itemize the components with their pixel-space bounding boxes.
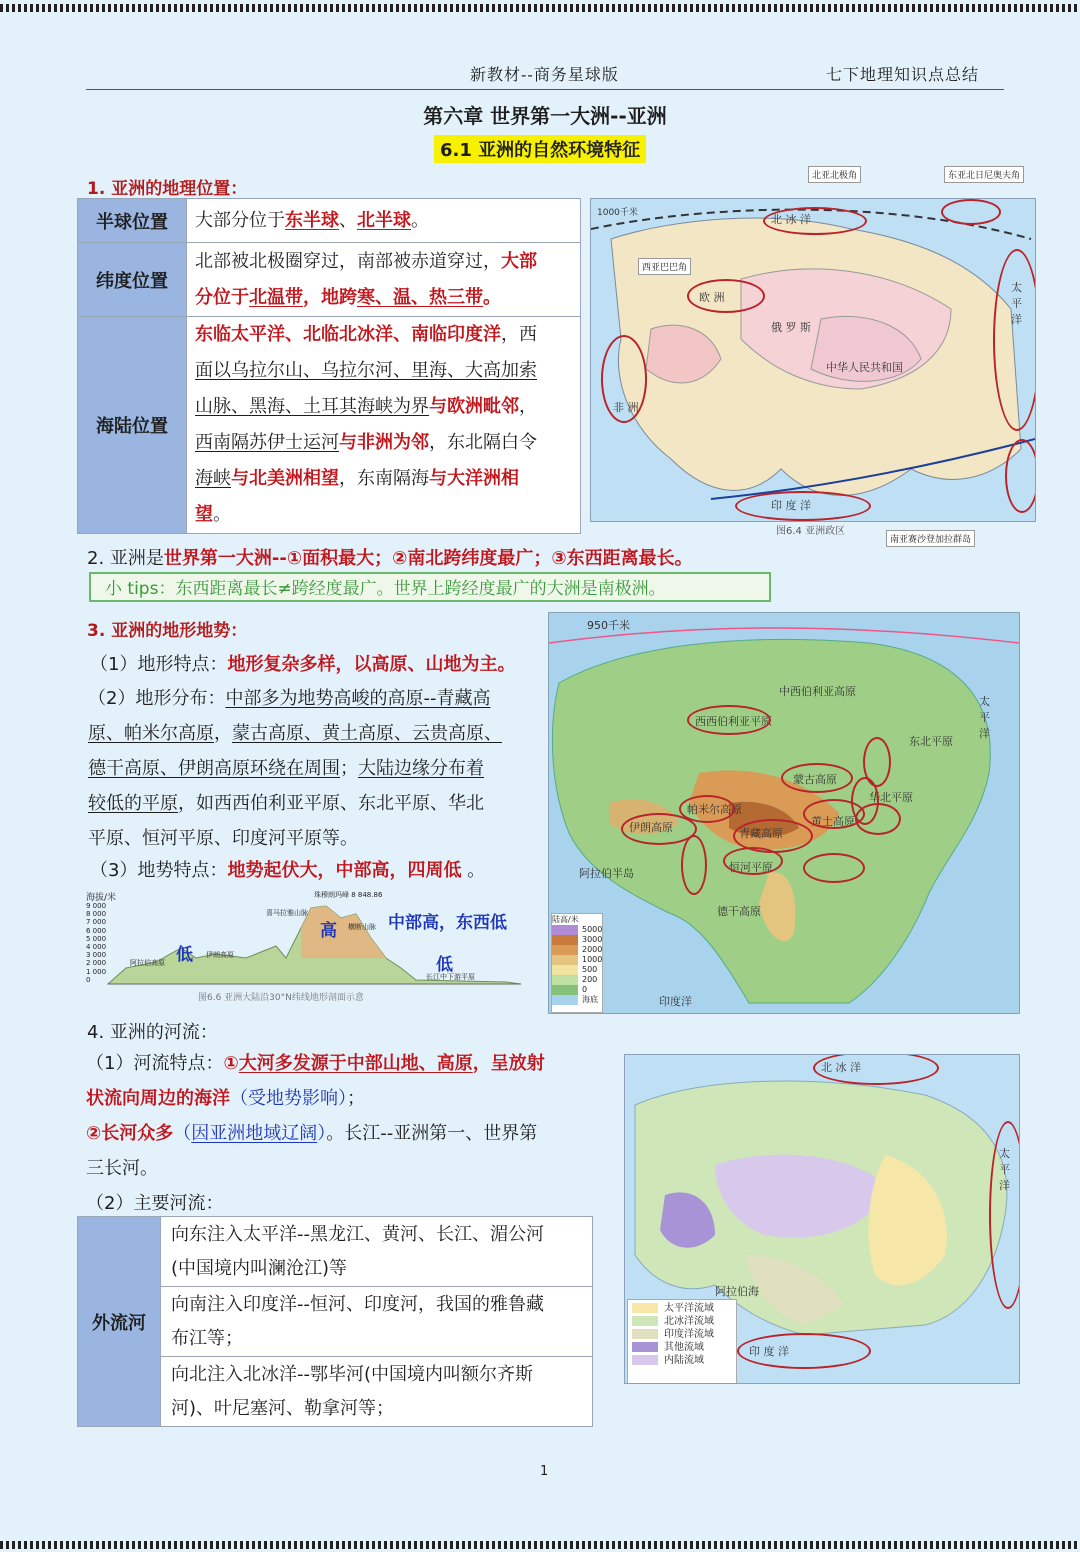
text-line: 德干高原、伊朗高原环绕在周围；大陆边缘分布着 <box>88 758 484 779</box>
text-line: （2）主要河流： <box>86 1193 224 1214</box>
tips-box: 小 tips：东西距离最长≠跨经度最广。世界上跨经度最广的大洲是南极洲。 <box>89 572 771 602</box>
row-label: 半球位置 <box>78 199 187 243</box>
highlight-ring <box>941 199 1001 225</box>
highlight-ring <box>763 207 867 235</box>
text-line: 海峡与北美洲相望，东南隔海与大洋洲相 <box>195 468 519 489</box>
text-line: （1）河流特点：①大河多发源于中部山地、高原，呈放射 <box>86 1053 545 1074</box>
text-line: 分位于北温带，地跨寒、温、热三带。 <box>195 286 501 308</box>
table-row <box>78 317 581 534</box>
text-line: 面以乌拉尔山、乌拉尔河、里海、大高加索 <box>195 360 537 381</box>
s4-title: 4. 亚洲的河流： <box>87 1022 218 1043</box>
legend-items <box>552 925 602 1005</box>
text-line: 望。 <box>195 504 231 525</box>
chapter-title: 第六章 世界第一大洲--亚洲 <box>423 104 667 128</box>
map-label: 蒙古高原 <box>793 773 837 786</box>
table-row <box>78 199 581 243</box>
map-label: 中西伯利亚高原 <box>779 685 856 698</box>
legend-item: 其他流域 <box>628 1341 736 1354</box>
map-label: 非 洲 <box>613 401 639 414</box>
map-label: 德干高原 <box>717 905 761 918</box>
legend-item: 太平洋流域 <box>628 1302 736 1315</box>
text-line: 北部被北极圈穿过，南部被赤道穿过，大部 <box>195 250 537 272</box>
profile-label: 喜马拉雅山脉 <box>266 909 308 917</box>
tick-label: 3 000 <box>86 951 107 960</box>
legend-item: 内陆流域 <box>628 1354 736 1367</box>
legend-item: 0 <box>552 985 602 995</box>
s3-p3: （3）地势特点：地势起伏大，中部高，四周低 。 <box>90 860 486 881</box>
map-label: 中华人民共和国 <box>826 361 903 374</box>
legend-item: 5000 <box>552 925 602 935</box>
tick-label: 0 <box>86 975 91 984</box>
tick-label: 2 000 <box>86 959 107 968</box>
highlight-ring <box>601 335 647 423</box>
section-title: 6.1 亚洲的自然环境特征 <box>434 135 646 163</box>
legend-item: 海底 <box>552 995 602 1005</box>
legend-item: 北冰洋流域 <box>628 1315 736 1328</box>
profile-label: 横断山脉 <box>348 923 376 931</box>
tick-label: 9 000 <box>86 902 107 910</box>
elevation-legend <box>551 913 603 1013</box>
map1-caption: 图6.4 亚洲政区 <box>776 526 846 537</box>
physical-map <box>548 612 1020 1014</box>
map-label: 太平洋 <box>979 695 990 740</box>
highlight-ring <box>723 847 783 875</box>
highlight-ring <box>989 1121 1020 1309</box>
profile-diagram <box>86 888 526 1006</box>
physical-map-svg <box>549 613 1019 1013</box>
highlight-ring <box>735 491 871 521</box>
text-line: 山脉、黑海、土耳其海峡为界与欧洲毗邻， <box>195 396 537 417</box>
text-line: 河)、叶尼塞河、勒拿河等； <box>171 1397 395 1419</box>
s3-p2 <box>88 681 502 856</box>
s3-p1: （1）地形特点：地形复杂多样，以高原、山地为主。 <box>90 654 516 675</box>
map-scale: 950千米 <box>587 619 630 632</box>
text-line: 西南隔苏伊士运河与非洲为邻，东北隔白令 <box>195 432 537 453</box>
row-content <box>187 317 581 534</box>
profile-label: 伊朗高原 <box>206 951 234 959</box>
text-line: (中国境内叫澜沧江)等 <box>171 1257 348 1279</box>
s2-text: 2. 亚洲是世界第一大洲--①面积最大；②南北跨纬度最广；③东西距离最长。 <box>87 548 693 569</box>
river-basin-map <box>624 1054 1020 1384</box>
row-content <box>187 243 581 317</box>
row-label: 纬度位置 <box>78 243 187 317</box>
legend-item: 500 <box>552 965 602 975</box>
location-table <box>77 198 581 534</box>
tick-label: 4 000 <box>86 943 107 952</box>
text-line: 平原、恒河平原、印度河平原等。 <box>88 828 358 849</box>
map-label: 青藏高原 <box>739 827 783 840</box>
tick-label: 7 000 <box>86 918 107 927</box>
map-label: 印 度 洋 <box>771 499 811 512</box>
highlight-ring <box>679 795 735 823</box>
tick-label: 5 000 <box>86 934 107 943</box>
s3-title: 3. 亚洲的地形地势： <box>87 621 248 641</box>
highlight-ring <box>687 705 771 735</box>
page-number: 1 <box>540 1464 549 1479</box>
map-tag: 西亚巴巴角 <box>638 258 691 275</box>
profile-label: 长江中下游平原 <box>426 973 475 981</box>
tick-label: 8 000 <box>86 910 107 919</box>
profile-low-right: 低 <box>436 955 453 975</box>
row-content <box>161 1357 593 1427</box>
highlight-ring <box>681 835 707 895</box>
bottom-border-dots <box>0 1541 1080 1549</box>
text-line: 大部分位于东半球、北半球。 <box>195 209 429 231</box>
highlight-ring <box>737 1333 871 1369</box>
map-label: 华北平原 <box>869 791 913 804</box>
highlight-ring <box>1005 439 1036 513</box>
map-label: 西西伯利亚平原 <box>695 715 772 728</box>
map-label: 北 冰 洋 <box>771 213 811 226</box>
political-map-svg <box>591 199 1035 521</box>
text-line: 向东注入太平洋--黑龙江、黄河、长江、湄公河 <box>171 1223 544 1245</box>
table-row <box>78 1217 593 1287</box>
basin-legend <box>627 1299 737 1384</box>
rivers-table <box>77 1216 593 1427</box>
profile-caption: 图6.6 亚洲大陆沿30°N纬线地形剖面示意 <box>198 993 364 1003</box>
map-tag: 北亚北极角 <box>808 166 861 183</box>
table-row <box>78 243 581 317</box>
map-label: 东北平原 <box>909 735 953 748</box>
map-label: 阿拉伯半岛 <box>579 867 634 880</box>
profile-note: 中部高，东西低 <box>388 913 507 933</box>
text-line: 向南注入印度洋--恒河、印度河，我国的雅鲁藏 <box>171 1293 544 1315</box>
map-label: 俄 罗 斯 <box>771 321 811 334</box>
highlight-ring <box>687 279 765 313</box>
political-map <box>590 198 1036 522</box>
row-content <box>161 1217 593 1287</box>
map-scale: 1000千米 <box>597 208 638 218</box>
map-tag: 东亚北日尼奥夫角 <box>944 166 1024 183</box>
text-line: 向北注入北冰洋--鄂毕河(中国境内叫额尔齐斯 <box>171 1363 534 1385</box>
text-line: 三长河。 <box>86 1158 158 1179</box>
profile-ylabel: 海拔/米 <box>86 893 117 903</box>
highlight-ring <box>863 737 891 787</box>
tick-label: 6 000 <box>86 926 107 935</box>
map-label: 太 平 洋 <box>999 1147 1010 1192</box>
map-label: 阿拉伯海 <box>715 1285 759 1298</box>
row-content <box>161 1287 593 1357</box>
legend-item: 200 <box>552 975 602 985</box>
map-label: 恒河平原 <box>729 861 773 874</box>
legend-item: 印度洋流域 <box>628 1328 736 1341</box>
text-line: 较低的平原，如西西伯利亚平原、东北平原、华北 <box>88 793 484 814</box>
s4-paragraph <box>86 1046 545 1221</box>
text-line: （2）地形分布：中部多为地势高峻的高原--青藏高 <box>88 688 491 709</box>
map-label: 北 冰 洋 <box>821 1061 861 1074</box>
legend-items <box>628 1302 736 1367</box>
profile-low-left: 低 <box>176 945 193 965</box>
text-line: 布江等； <box>171 1327 243 1349</box>
highlight-ring <box>993 249 1036 431</box>
map-label: 印 度 洋 <box>749 1345 789 1358</box>
legend-title: 陆高/米 <box>552 915 579 924</box>
map-label: 印度洋 <box>659 995 692 1008</box>
header-right: 七下地理知识点总结 <box>826 65 980 84</box>
text-line: 东临太平洋、北临北冰洋、南临印度洋，西 <box>195 324 537 345</box>
row-label: 外流河 <box>78 1217 161 1427</box>
highlight-ring <box>781 763 853 793</box>
tick-label: 1 000 <box>86 967 107 976</box>
row-content <box>187 199 581 243</box>
map-label: 欧 洲 <box>699 291 725 304</box>
header-left: 新教材--商务星球版 <box>470 65 619 84</box>
text-line: 原、帕米尔高原，蒙古高原、黄土高原、云贵高原、 <box>88 723 502 744</box>
profile-high: 高 <box>320 921 337 941</box>
row-label: 海陆位置 <box>78 317 187 534</box>
map-label: 太 平 洋 <box>1011 281 1022 326</box>
map-label: 伊朗高原 <box>629 821 673 834</box>
highlight-ring <box>803 853 865 883</box>
map-label: 黄土高原 <box>811 815 855 828</box>
legend-item: 2000 <box>552 945 602 955</box>
text-line: ②长河众多（因亚洲地域辽阔）。长江--亚洲第一、世界第 <box>86 1123 538 1144</box>
legend-item: 3000 <box>552 935 602 945</box>
profile-label: 阿拉伯高原 <box>130 959 165 967</box>
legend-item: 1000 <box>552 955 602 965</box>
header-rule <box>86 89 1004 90</box>
profile-peak: 珠穆朗玛峰 8 848.86 <box>314 891 383 899</box>
top-border-dots <box>0 4 1080 12</box>
map-tag: 南亚赛沙登加拉群岛 <box>886 530 975 547</box>
map-label: 帕米尔高原 <box>687 803 742 816</box>
s1-title: 1. 亚洲的地理位置： <box>87 179 248 199</box>
text-line: 状流向周边的海洋（受地势影响）； <box>86 1088 365 1109</box>
